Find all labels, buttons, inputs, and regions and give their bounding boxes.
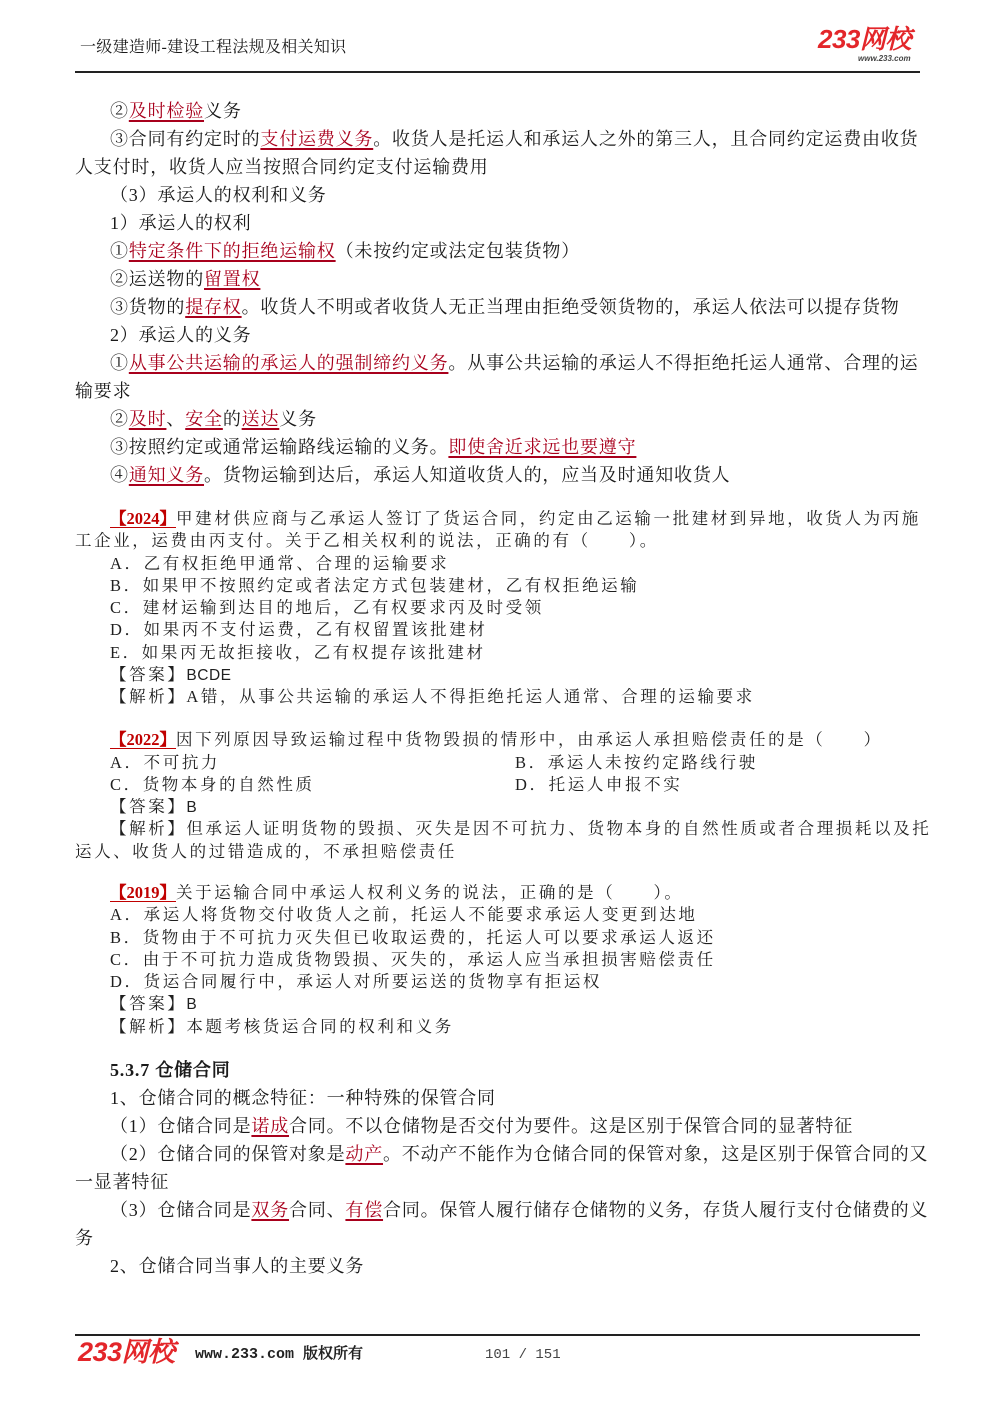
note-line bbox=[75, 405, 925, 433]
note-line bbox=[75, 265, 925, 293]
question-stem bbox=[75, 882, 925, 904]
note-text: 人支付时，收货人应当按照合同约定支付运输费用 bbox=[75, 157, 489, 177]
note-text: 。货物运输到达后，承运人知道收货人的，应当及时通知收货人 bbox=[204, 465, 731, 485]
note-text: 2、仓储合同当事人的主要义务 bbox=[110, 1256, 365, 1276]
answer-line bbox=[75, 993, 925, 1015]
key-term: 留置权 bbox=[204, 269, 261, 289]
header-divider bbox=[75, 71, 920, 73]
key-term: 从事公共运输的承运人的强制缔约义务 bbox=[128, 353, 449, 373]
analysis-line bbox=[75, 686, 925, 708]
answer-line bbox=[75, 796, 925, 818]
note-text: 合同。保管人履行储存仓储物的义务，存货人履行支付仓储费的义 bbox=[383, 1200, 929, 1220]
footer-logo: 233网校 bbox=[78, 1337, 175, 1367]
note-text: （2）仓储合同的保管对象是 bbox=[110, 1144, 346, 1164]
key-term: 及时检验 bbox=[128, 101, 205, 121]
note-text: 、 bbox=[166, 409, 186, 429]
note-text: ④ bbox=[110, 465, 129, 485]
question-option: C．建材运输到达目的地后，乙有权要求丙及时受领 bbox=[110, 598, 544, 617]
page-number: 101 / 151 bbox=[485, 1347, 561, 1363]
key-term: 即使舍近求远也要遵守 bbox=[448, 437, 637, 457]
question-stem bbox=[75, 729, 925, 751]
note-text: 义务 bbox=[204, 101, 242, 121]
answer-label: 【答案】 bbox=[110, 664, 187, 684]
note-text: （3）承运人的权利和义务 bbox=[110, 185, 327, 205]
note-subheading bbox=[75, 321, 925, 349]
answer-value: B bbox=[186, 996, 198, 1014]
key-term: 通知义务 bbox=[128, 465, 205, 485]
key-term: 动产 bbox=[345, 1144, 384, 1164]
note-text: 。从事公共运输的承运人不得拒绝托运人通常、合理的运 bbox=[448, 353, 919, 373]
storage-contract-section bbox=[75, 1056, 929, 1280]
note-text: ② bbox=[110, 409, 129, 429]
note-text: ②运送物的 bbox=[110, 269, 204, 289]
header-title: 一级建造师-建设工程法规及相关知识 bbox=[80, 39, 347, 56]
note-text: 。不动产不能作为仓储合同的保管对象，这是区别于保管合同的又 bbox=[383, 1144, 929, 1164]
question-option: A．不可抗力 bbox=[110, 752, 221, 772]
note-text: 的 bbox=[222, 409, 242, 429]
analysis-text: 本题考核货运合同的权利和义务 bbox=[186, 1016, 454, 1036]
key-term: 特定条件下的拒绝运输权 bbox=[128, 241, 336, 261]
question-stem bbox=[75, 508, 925, 530]
key-term: 双务 bbox=[251, 1200, 290, 1220]
exam-question-2019 bbox=[75, 882, 925, 1038]
note-line bbox=[75, 1168, 925, 1196]
footer-copyright: www.233.com 版权所有 bbox=[195, 1346, 364, 1363]
note-line bbox=[75, 153, 925, 181]
note-text: 2）承运人的义务 bbox=[110, 325, 252, 345]
note-text: （1）仓储合同是 bbox=[110, 1116, 252, 1136]
answer-value: B bbox=[186, 799, 198, 816]
section-heading: 5.3.7 仓储合同 bbox=[110, 1060, 231, 1080]
key-term: 诺成 bbox=[251, 1116, 290, 1136]
note-text: （3）仓储合同是 bbox=[110, 1200, 252, 1220]
analysis-label: 【解析】 bbox=[110, 1016, 187, 1036]
question-year-tag: 【2024】 bbox=[110, 509, 176, 528]
note-text: 合同。不以仓储物是否交付为要件。这是区别于保管合同的显著特征 bbox=[289, 1116, 854, 1136]
note-text: ③按照约定或通常运输路线运输的义务。 bbox=[110, 437, 449, 457]
note-line bbox=[75, 377, 925, 405]
footer-divider bbox=[75, 1334, 920, 1336]
note-text: ① bbox=[110, 241, 129, 261]
header-logo-url: www.233.com bbox=[858, 54, 911, 63]
key-term: 安全 bbox=[185, 409, 223, 429]
key-term: 提存权 bbox=[185, 297, 242, 317]
note-line bbox=[75, 349, 925, 377]
key-term: 有偿 bbox=[345, 1200, 384, 1220]
note-text: 一显著特征 bbox=[75, 1172, 169, 1192]
note-line bbox=[75, 97, 925, 125]
exam-question-2022 bbox=[75, 729, 932, 863]
question-option: C．由于不可抗力造成货物毁损、灭失的，承运人应当承担损害赔偿责任 bbox=[110, 949, 716, 969]
question-option: A．乙有权拒绝甲通常、合理的运输要求 bbox=[110, 553, 450, 573]
note-line bbox=[75, 433, 925, 461]
note-text: 。收货人是托运人和承运人之外的第三人，且合同约定运费由收货 bbox=[373, 129, 919, 149]
analysis-continued: 运人、收货人的过错造成的，不承担赔偿责任 bbox=[75, 841, 457, 861]
question-stem-text: 因下列原因导致运输过程中货物毁损的情形中，由承运人承担赔偿责任的是（ ） bbox=[176, 730, 883, 750]
note-line bbox=[75, 237, 925, 265]
question-year-tag: 【2019】 bbox=[110, 883, 176, 902]
analysis-line bbox=[75, 818, 932, 840]
question-stem-text: 关于运输合同中承运人权利义务的说法，正确的是（ ）。 bbox=[176, 883, 684, 902]
note-line bbox=[75, 461, 925, 489]
note-text: 务 bbox=[75, 1228, 94, 1248]
question-option: B．货物由于不可抗力灭失但已收取运费的，托运人可以要求承运人返还 bbox=[110, 927, 716, 947]
note-text: 1）承运人的权利 bbox=[110, 213, 252, 233]
answer-label: 【答案】 bbox=[110, 797, 187, 816]
question-option: A．承运人将货物交付收货人之前，托运人不能要求承运人变更到达地 bbox=[110, 905, 698, 925]
question-stem-text: 甲建材供应商与乙承运人签订了货运合同，约定由乙运输一批建材到异地，收货人为丙施 bbox=[176, 509, 921, 528]
question-stem-continued: 工企业，运费由丙支付。关于乙相关权利的说法，正确的有（ ）。 bbox=[75, 531, 659, 551]
note-text: （未按约定或法定包装货物） bbox=[335, 241, 581, 261]
question-option-row bbox=[75, 774, 925, 796]
note-text: ② bbox=[110, 101, 129, 121]
question-year-tag: 【2022】 bbox=[110, 730, 176, 750]
answer-label: 【答案】 bbox=[110, 994, 187, 1014]
key-term: 送达 bbox=[241, 409, 280, 429]
note-text: ① bbox=[110, 353, 129, 373]
question-option: D．托运人申报不实 bbox=[515, 774, 683, 794]
note-text: 义务 bbox=[279, 409, 317, 429]
analysis-label: 【解析】 bbox=[110, 819, 187, 839]
analysis-text: A错，从事公共运输的承运人不得拒绝托运人通常、合理的运输要求 bbox=[186, 687, 755, 706]
question-option: B．如果甲不按照约定或者法定方式包装建材，乙有权拒绝运输 bbox=[110, 575, 640, 595]
note-text: ③合同有约定时的 bbox=[110, 129, 261, 149]
note-line bbox=[75, 1140, 929, 1168]
note-subheading bbox=[75, 1084, 925, 1112]
question-option: C．货物本身的自然性质 bbox=[110, 774, 315, 794]
answer-value: BCDE bbox=[186, 666, 232, 684]
note-text: 1、仓储合同的概念特征：一种特殊的保管合同 bbox=[110, 1088, 496, 1108]
note-text: 合同、 bbox=[289, 1200, 346, 1220]
note-line bbox=[75, 1224, 925, 1252]
header-logo-text: 233网校 bbox=[818, 24, 911, 54]
note-text: 。收货人不明或者收货人无正当理由拒绝受领货物的，承运人依法可以提存货物 bbox=[241, 297, 900, 317]
note-text: ③货物的 bbox=[110, 297, 186, 317]
carrier-notes bbox=[75, 97, 925, 489]
note-line bbox=[75, 293, 925, 321]
analysis-line bbox=[75, 1016, 925, 1038]
key-term: 及时 bbox=[128, 409, 167, 429]
analysis-label: 【解析】 bbox=[110, 687, 187, 706]
question-option: E．如果丙无故拒接收，乙有权提存该批建材 bbox=[110, 642, 486, 662]
note-line bbox=[75, 1196, 929, 1224]
note-line bbox=[75, 125, 925, 153]
note-subheading bbox=[75, 181, 925, 209]
note-subheading bbox=[75, 1252, 925, 1280]
question-option: B．承运人未按约定路线行驶 bbox=[515, 752, 758, 772]
note-subheading bbox=[75, 209, 925, 237]
note-text: 输要求 bbox=[75, 381, 132, 401]
key-term: 支付运费义务 bbox=[260, 129, 374, 149]
analysis-text: 但承运人证明货物的毁损、灭失是因不可抗力、货物本身的自然性质或者合理损耗以及托 bbox=[186, 819, 932, 839]
header-logo bbox=[818, 24, 918, 63]
note-line bbox=[75, 1112, 925, 1140]
page-content bbox=[75, 97, 932, 1280]
question-option: D．如果丙不支付运费，乙有权留置该批建材 bbox=[110, 620, 488, 640]
question-option: D．货运合同履行中，承运人对所要运送的货物享有拒运权 bbox=[110, 972, 603, 991]
exam-question-2024 bbox=[75, 508, 925, 708]
answer-line bbox=[75, 664, 925, 686]
question-option-row bbox=[75, 752, 925, 774]
